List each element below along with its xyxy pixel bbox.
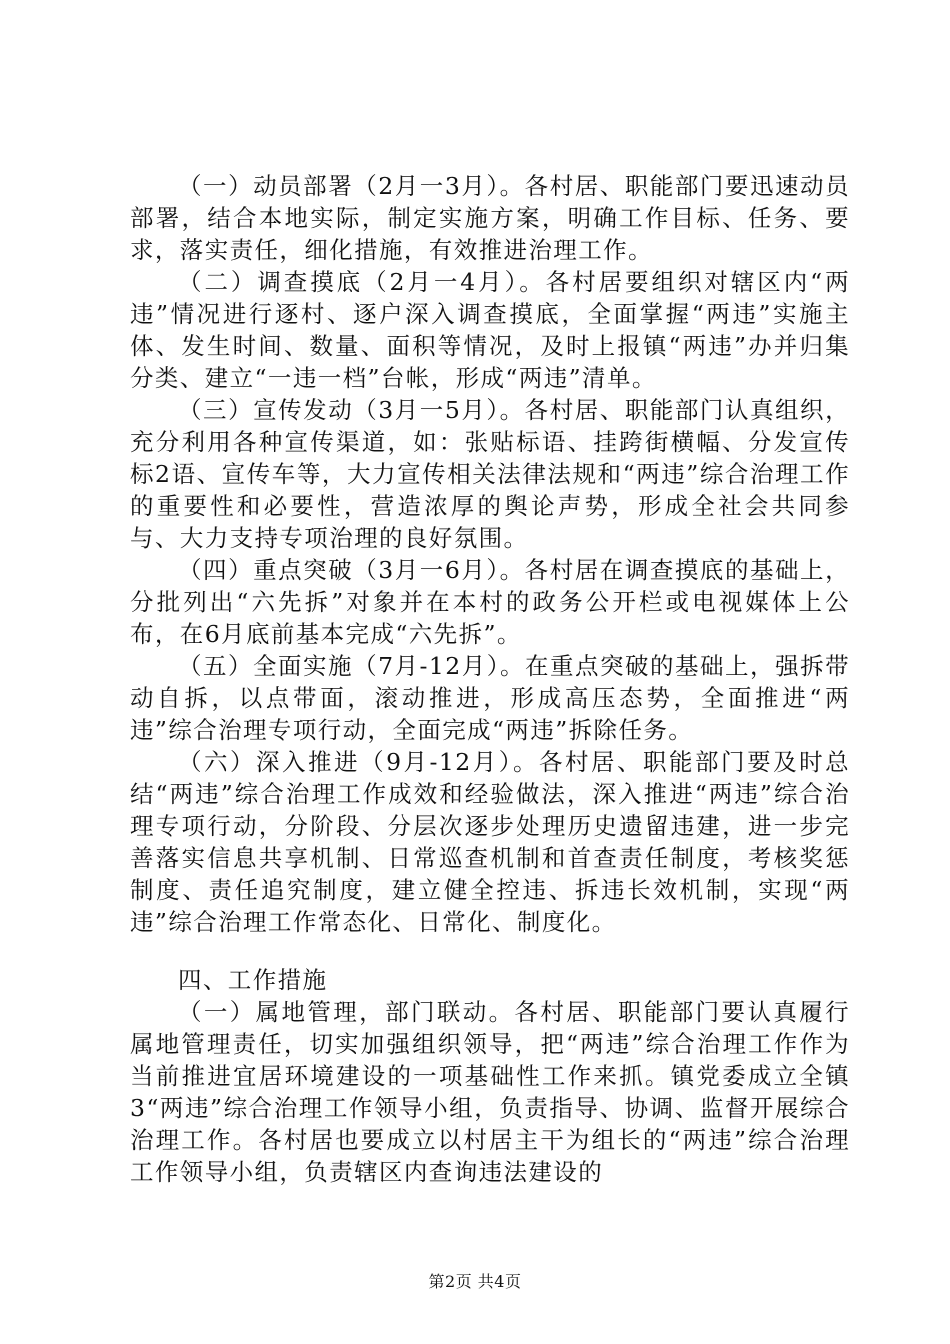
paragraph-territorial-management: （一）属地管理，部门联动。各村居、职能部门要认真履行属地管理责任，切实加强组织领导，把“两违”综合治理工作作为当前推进宜居环境建设的一项基础性工作来抓。镇党委成立全镇3“两违”综合治理工作领导小组，负责指导、协调、监督开展综合治理工作。各村居也要成立以村居主干为组长的“两违”综合治理工作领导小组，负责辖区内查询违法建设的 — [130, 998, 850, 1186]
page-footer: 第2页 共4页 — [428, 1272, 522, 1291]
paragraph-key-breakthrough: （四）重点突破（3月一6月）。各村居在调查摸底的基础上，分批列出“六先拆”对象并在本村的政务公开栏或电视媒体上公布，在6月底前基本完成“六先拆”。 — [130, 556, 850, 648]
paragraph-full-implementation: （五）全面实施（7月-12月）。在重点突破的基础上，强拆带动自拆，以点带面，滚动推进，形成高压态势，全面推进“两违”综合治理专项行动，全面完成“两违”拆除任务。 — [130, 652, 850, 744]
paragraph-mobilization: （一）动员部署（2月一3月）。各村居、职能部门要迅速动员部署，结合本地实际，制定实施方案，明确工作目标、任务、要求，落实责任，细化措施，有效推进治理工作。 — [130, 172, 850, 264]
section-heading: 四、工作措施 — [178, 966, 328, 994]
document-body — [130, 170, 850, 1188]
paragraph-publicity: （三）宣传发动（3月一5月）。各村居、职能部门认真组织，充分利用各种宣传渠道，如：张贴标语、挂跨街横幅、分发宣传标2语、宣传车等，大力宣传相关法律法规和“两违”综合治理工作的重要性和必要性，营造浓厚的舆论声势，形成全社会共同参与、大力支持专项治理的良好氛围。 — [130, 396, 850, 552]
paragraph-deepening: （六）深入推进（9月-12月）。各村居、职能部门要及时总结“两违”综合治理工作成效和经验做法，深入推进“两违”综合治理专项行动，分阶段、分层次逐步处理历史遗留违建，进一步完善落实信息共享机制、日常巡查机制和首查责任制度，考核奖惩制度、责任追究制度，建立健全控违、拆违长效机制，实现“两违”综合治理工作常态化、日常化、制度化。 — [130, 748, 850, 936]
paragraph-survey: （二）调查摸底（2月一4月）。各村居要组织对辖区内“两违”情况进行逐村、逐户深入调查摸底，全面掌握“两违”实施主体、发生时间、数量、面积等情况，及时上报镇“两违”办并归集分类、建立“一违一档”台帐，形成“两违”清单。 — [130, 268, 850, 392]
